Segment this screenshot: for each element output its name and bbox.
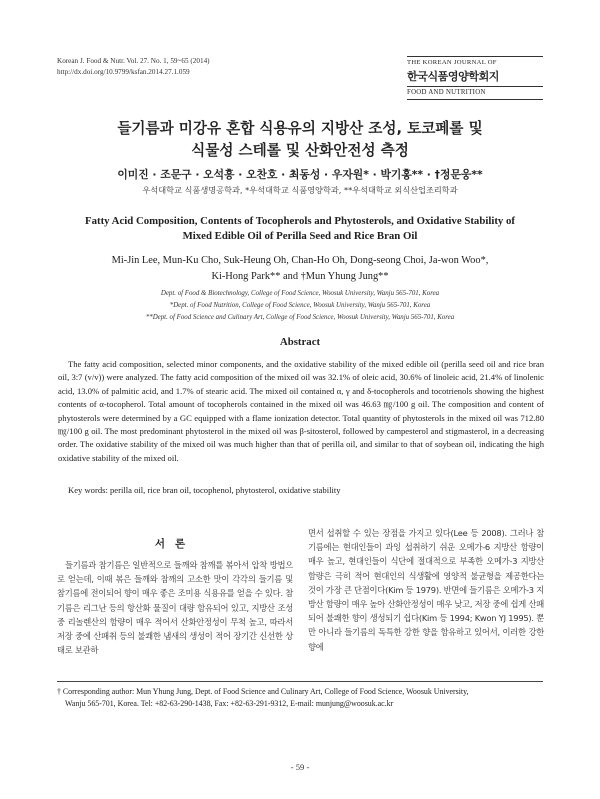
footnote-line1: † Corresponding author: Mun Yhung Jung, Dept. of Food Science and Culinary Art, College of Food Science, Woosuk University, [57,687,469,696]
authors-english [0,253,600,285]
title-korean-line2: 식물성 스테롤 및 산화안전성 측정 [191,142,409,159]
title-english-line1: Fatty Acid Composition, Contents of Tocopherols and Phytosterols, and Oxidative Stability of [84,215,516,227]
title-english-line2: Mixed Edible Oil of Perilla Seed and Rice Bran Oil [182,229,418,242]
intro-left-column: 들기름과 참기름은 일반적으로 들깨와 참깨를 볶아서 압착 방법으로 얻는데, 이때 볶은 들깨와 참깨의 고소한 맛이 각각의 들기름 및 참기름에 전이되어 향이 매우 좋은 조미용 식용유를 얻을 수 있다. 참기름은 리그난 등의 항산화 물질이 대량 함유되어 있고, 지방산 조성 중 리놀렌산의 함량이 매우 적어서 산화안정성이 무척 높고, 따라서 저장 중에 산패취 등의 불쾌한 냄새의 생성이 적어 장기간 신선한 상태로 보관하 [57,560,293,656]
intro-right-column: 면서 섭취할 수 있는 장점을 가지고 있다(Lee 등 2008). 그러나 참기름에는 현대인들이 과잉 섭취하기 쉬운 오메가-6 지방산 함량이 매우 높고, 현대인들이 식단에 절대적으로 부족한 오메가-3 지방산 함량은 극히 적어 현대인의 식생활에 영양적 불균형을 제공한다는 것이 가장 큰 단점이다(Kim 등 1979). 반면에 들기름은 오메가-3 지방산 함량이 매우 높아 산화안정성이 매우 낮고, 저장 중에 쉽게 산패되어 불쾌한 향이 생성되기 쉽다(Kim 등 1994; Kwon YJ 1995). 뿐만 아니라 들기름의 독특한 강한 향을 함유하고 있어서, 이러한 강한 향에 [308,528,544,652]
affiliations-korean: 우석대학교 식품생명공학과, *우석대학교 식품영양학과, **우석대학교 외식산업조리학과 [142,185,458,195]
masthead-rule-bottom [407,99,543,100]
affiliation-3: **Dept. of Food Science and Culinary Art, College of Food Science, Woosuk University, Wanju 565-701, Korea [145,314,455,321]
keywords: Key words: perilla oil, rice bran oil, tocophenol, phytosterol, oxidative stability [68,485,341,495]
footnote-line2: Wanju 565-701, Korea. Tel: +82-63-290-1438, Fax: +82-63-291-9312, E-mail: munjung@woosuk.ac.kr [65,699,394,708]
citation-line: Korean J. Food & Nutr. Vol. 27. No. 1, 59~65 (2014) [57,57,210,65]
affiliation-2: *Dept. of Food Nutrition, College of Food Science, Woosuk University, Wanju 565-701, Korea [169,302,431,309]
journal-masthead [407,55,543,101]
abstract-body: The fatty acid composition, selected minor components, and the oxidative stability of the mixed edible oil (perilla seed oil and rice bran oil, 3:7 (v/v)) were analyzed. The fatty acid composition of the mixed oil was 32.1% of oleic acid, 30.6% of linoleic acid, 21.4% of linolenic acid, 13.0% of palmitic acid, and 1.7% of stearic acid. The mixed oil contained α, γ and δ-tocopherols and tocotrienols showing the highest contents of α-tocopherol. Total amount of tocopherols contained in the mixed oil was 46.63 ㎎/100 g oil. The composition and content of phytosterols were determined by a GC equipped with a flame ionization detector. Total quantity of phytosterols in the mixed oil was 712.80 ㎎/100 g oil. The most predominant phytosterol in the mixed oil was β-sitosterol, followed by campesterol and stigmasterol, in a decreasing order. The oxidative stability of the mixed oil was much higher than that of perilla oil, and similar to that of soybean oil, indicating the high oxidative stability of the mixed oil. [58,359,544,463]
journal-citation [57,56,210,78]
masthead-rule-mid [407,86,543,87]
title-korean [0,118,600,162]
masthead-rule-top [407,56,543,57]
title-korean-line1: 들기름과 미강유 혼합 식용유의 지방산 조성, 토코페롤 및 [117,120,483,137]
page-number: - 59 - [290,762,310,772]
title-english [0,214,600,243]
masthead-en-bottom: FOOD AND NUTRITION [407,89,486,96]
masthead-en-top: THE KOREAN JOURNAL OF [407,59,497,66]
corresponding-author-footnote [57,686,543,710]
masthead-ko: 한국식품영양학회지 [407,70,500,83]
affiliation-1: Dept. of Food & Biotechnology, College of Food Science, Woosuk University, Wanju 565-701, Korea [160,290,440,297]
doi-link[interactable]: http://dx.doi.org/10.9799/ksfan.2014.27.1.059 [57,68,190,76]
abstract-heading: Abstract [279,336,321,348]
affiliations-english [0,288,600,324]
section-heading-introduction: 서론 [154,538,196,550]
footnote-divider [57,681,543,682]
authors-english-line1: Mi-Jin Lee, Mun-Ku Cho, Suk-Heung Oh, Chan-Ho Oh, Dong-seong Choi, Ja-won Woo*, [111,255,489,266]
authors-korean: 이미진 · 조문구 · 오석흥 · 오찬호 · 최동성 · 우자원* · 박기홍** · †정문웅** [117,168,483,181]
authors-english-line2: Ki-Hong Park** and †Mun Yhung Jung** [211,271,389,282]
